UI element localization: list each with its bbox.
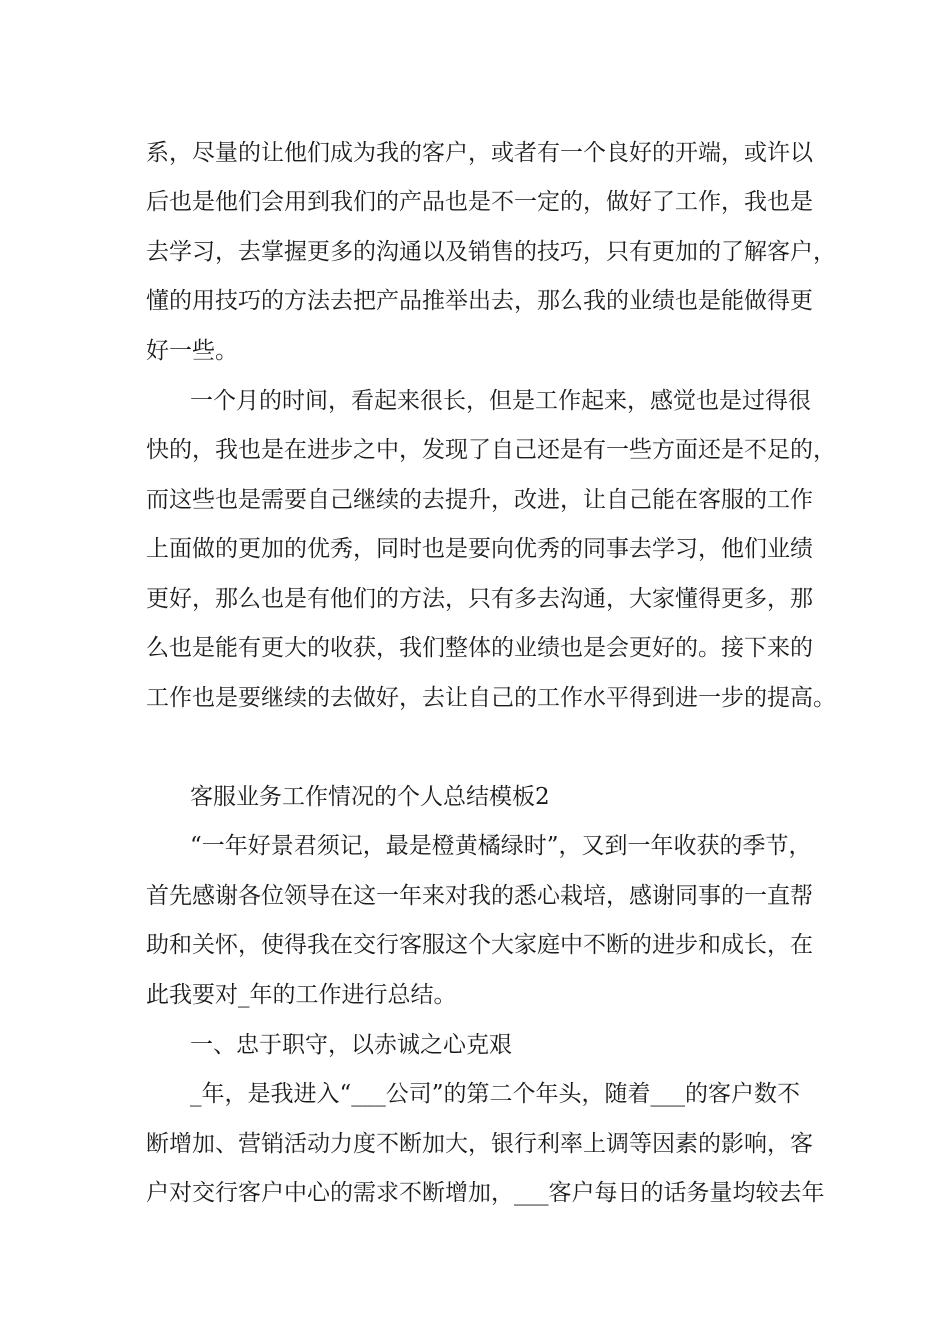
text-line: 工作也是要继续的去做好，去让自己的工作水平得到进一步的提高。 [146, 685, 836, 711]
text-line: 么也是能有更大的收获，我们整体的业绩也是会更好的。接下来的 [146, 635, 813, 661]
paragraph-first-line: _年，是我进入“___公司”的第二个年头，随着___的客户数不 [190, 1081, 801, 1107]
text-line: 快的，我也是在进步之中，发现了自己还是有一些方面还是不足的， [146, 437, 836, 463]
text-line: 后也是他们会用到我们的产品也是不一定的，做好了工作，我也是 [146, 189, 813, 215]
section-heading: 客服业务工作情况的个人总结模板2 [190, 784, 550, 810]
text-line: 户对交行客户中心的需求不断增加，___客户每日的话务量均较去年 [146, 1180, 825, 1206]
text-line: 好一些。 [146, 338, 238, 364]
text-line: 懂的用技巧的方法去把产品推举出去，那么我的业绩也是能做得更 [146, 288, 813, 314]
text-line: 而这些也是需要自己继续的去提升，改进，让自己能在客服的工作 [146, 487, 813, 513]
text-line: 断增加、营销活动力度不断加大，银行利率上调等因素的影响，客 [146, 1131, 813, 1157]
text-line: 上面做的更加的优秀，同时也是要向优秀的同事去学习，他们业绩 [146, 536, 813, 562]
text-line: 首先感谢各位领导在这一年来对我的悉心栽培，感谢同事的一直帮 [146, 883, 813, 909]
paragraph-first-line: 一个月的时间，看起来很长，但是工作起来，感觉也是过得很 [190, 388, 811, 414]
text-line: 助和关怀，使得我在交行客服这个大家庭中不断的进步和成长，在 [146, 932, 813, 958]
paragraph-first-line: “一年好景君须记，最是橙黄橘绿时”，又到一年收获的季节， [190, 833, 812, 859]
subsection-heading: 一、忠于职守，以赤诚之心克艰 [190, 1032, 512, 1058]
text-line: 去学习，去掌握更多的沟通以及销售的技巧，只有更加的了解客户， [146, 239, 836, 265]
text-line: 系，尽量的让他们成为我的客户，或者有一个良好的开端，或许以 [146, 140, 813, 166]
text-line: 更好，那么也是有他们的方法，只有多去沟通，大家懂得更多，那 [146, 586, 813, 612]
text-line: 此我要对_年的工作进行总结。 [146, 982, 457, 1008]
